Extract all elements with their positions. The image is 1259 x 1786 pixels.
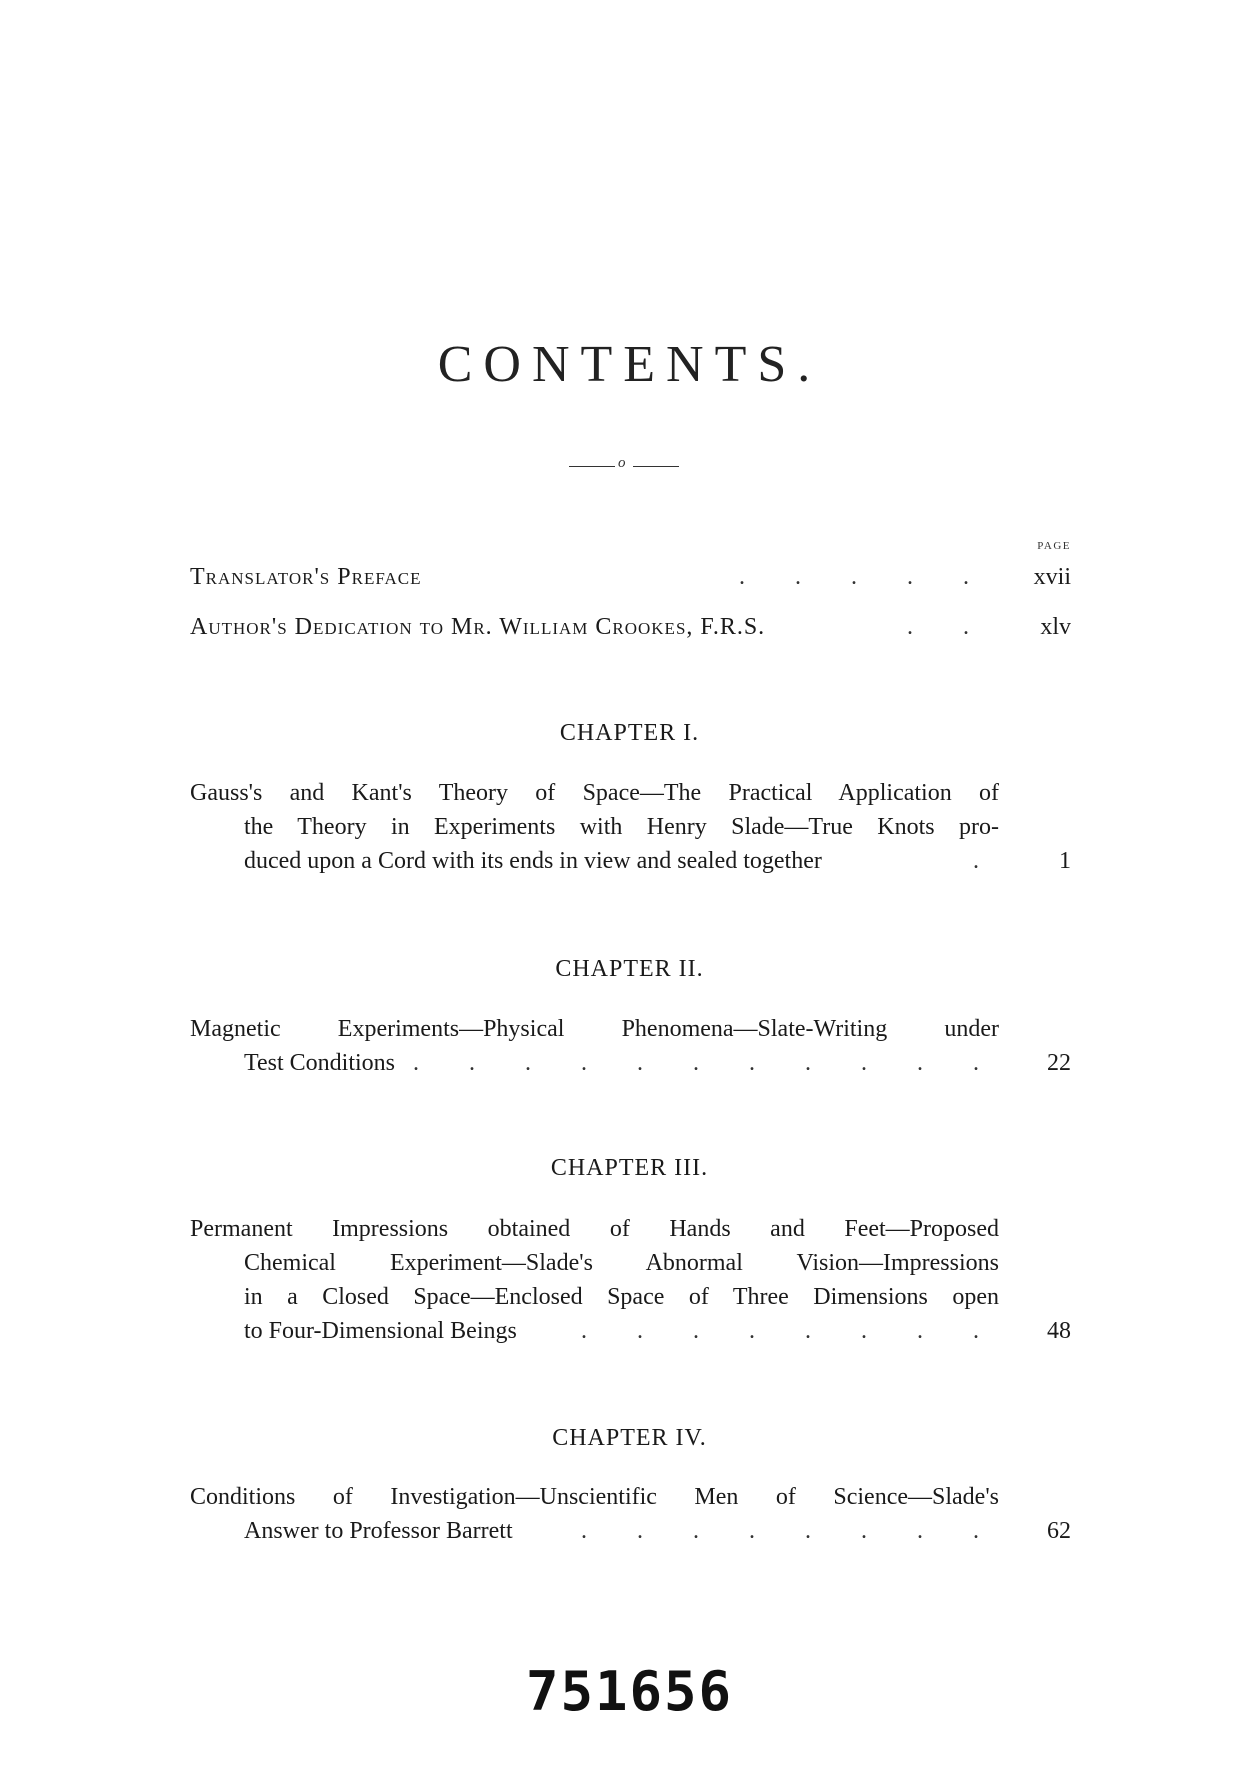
library-stamp-number: 751656 (525, 1660, 734, 1723)
ornament-rule-left (569, 466, 615, 467)
chapter-heading-3: CHAPTER III. (550, 1155, 709, 1181)
toc-page-number: 1 (1059, 848, 1071, 874)
toc-page-number: xvii (1033, 564, 1071, 590)
toc-entry-chapter-1[interactable] (190, 776, 1071, 878)
chapter-summary-line: in a Closed Space—Enclosed Space of Three Dimensions open (244, 1284, 999, 1310)
toc-entry-title: Author's Dedication to Mr. William Crookes, F.R.S. (190, 614, 766, 640)
chapter-heading-2: CHAPTER II. (555, 956, 704, 982)
ornament-glyph: o (618, 455, 626, 471)
toc-entry-translators-preface[interactable] (190, 560, 1071, 594)
chapter-summary-line: Conditions of Investigation—Unscientific Men of Science—Slade's (190, 1484, 999, 1510)
dot-leader: . . . . . . . . (581, 1518, 1001, 1544)
chapter-summary-line: Answer to Professor Barrett (244, 1518, 513, 1544)
dot-leader: . . . . . . . . . . . (413, 1050, 1001, 1076)
toc-page-number: 48 (1047, 1318, 1071, 1344)
dot-leader: . . . . . . . . (581, 1318, 1001, 1344)
ornament-rule-right (633, 466, 679, 467)
page-column-label: PAGE (1037, 540, 1071, 552)
toc-entry-title: Translator's Preface (190, 564, 422, 590)
chapter-summary-line: Permanent Impressions obtained of Hands and Feet—Proposed (190, 1216, 999, 1242)
toc-entry-chapter-2[interactable] (190, 1012, 1071, 1080)
toc-entry-chapter-3[interactable] (190, 1212, 1071, 1348)
dot-leader: . (973, 848, 1001, 874)
page-title: CONTENTS. (437, 336, 822, 393)
toc-page-number: xlv (1040, 614, 1071, 640)
chapter-heading-1: CHAPTER I. (559, 720, 700, 746)
chapter-summary-line: duced upon a Cord with its ends in view and sealed together (244, 848, 822, 874)
dot-leader: . . . . . (739, 564, 991, 590)
chapter-summary-line: Magnetic Experiments—Physical Phenomena—Slate-Writing under (190, 1016, 999, 1042)
toc-entry-chapter-4[interactable] (190, 1480, 1071, 1548)
chapter-summary-line: the Theory in Experiments with Henry Slade—True Knots pro- (244, 814, 999, 840)
chapter-heading-4: CHAPTER IV. (552, 1425, 707, 1451)
toc-page-number: 22 (1047, 1050, 1071, 1076)
toc-entry-authors-dedication[interactable] (190, 610, 1071, 644)
toc-page-number: 62 (1047, 1518, 1071, 1544)
chapter-summary-line: Test Conditions (244, 1050, 395, 1076)
title-ornament (569, 455, 679, 474)
chapter-summary-line: Gauss's and Kant's Theory of Space—The Practical Application of (190, 780, 999, 806)
chapter-summary-line: Chemical Experiment—Slade's Abnormal Vision—Impressions (244, 1250, 999, 1276)
chapter-summary-line: to Four-Dimensional Beings (244, 1318, 517, 1344)
dot-leader: . . (907, 614, 991, 640)
